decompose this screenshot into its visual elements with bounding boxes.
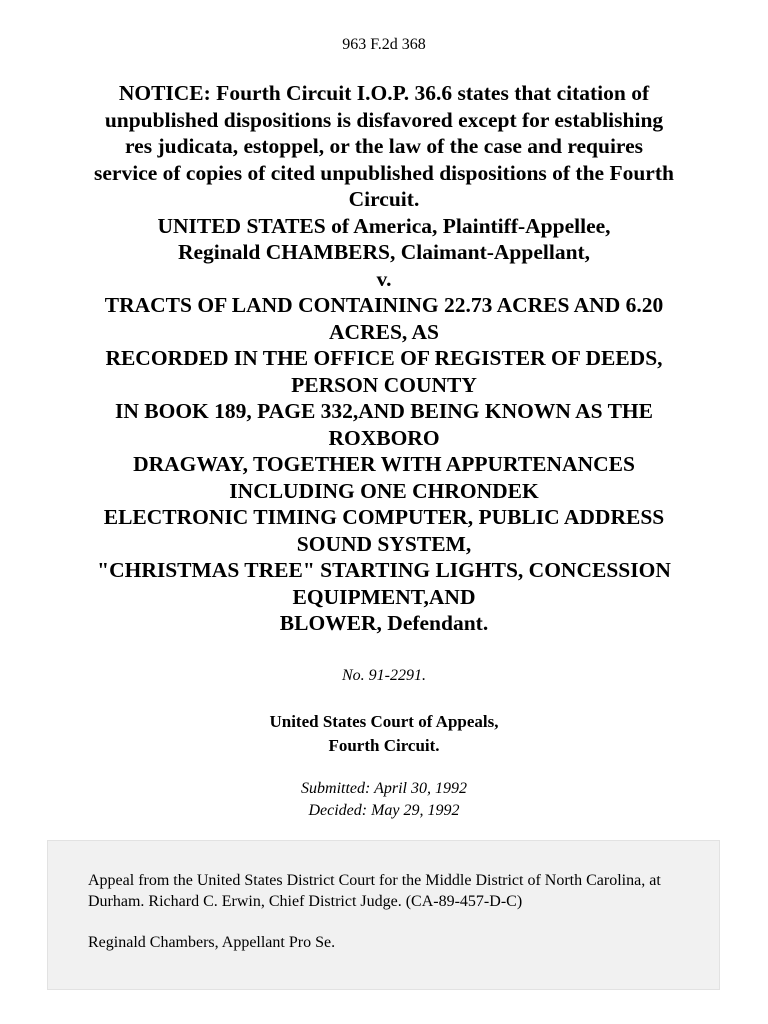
caption-line: UNITED STATES of America, Plaintiff-Appellee, <box>157 213 611 238</box>
counsel-paragraph: Reginald Chambers, Appellant Pro Se. <box>88 934 336 951</box>
caption-line: "CHRISTMAS TREE" STARTING LIGHTS, CONCESSION <box>97 558 671 582</box>
case-summary-box <box>47 840 720 990</box>
court-name-line: United States Court of Appeals, <box>269 712 499 731</box>
caption-line: service of copies of cited unpublished dispositions of the Fourth <box>94 160 674 185</box>
caption-line: ELECTRONIC TIMING COMPUTER, PUBLIC ADDRESS <box>103 505 665 529</box>
caption-line: Reginald CHAMBERS, Claimant-Appellant, <box>177 240 591 264</box>
caption-line: BLOWER, Defendant. <box>279 611 489 635</box>
submitted-date: Submitted: April 30, 1992 <box>301 780 467 797</box>
caption-line: PERSON COUNTY <box>291 372 477 397</box>
case-dates <box>0 778 768 822</box>
court-circuit-line: Fourth Circuit. <box>328 736 440 755</box>
case-citation: 963 F.2d 368 <box>342 36 426 53</box>
decided-date: Decided: May 29, 1992 <box>308 802 460 819</box>
court-name <box>0 710 768 758</box>
caption-line: res judicata, estoppel, or the law of the case and requires <box>125 134 643 158</box>
caption-line: ROXBORO <box>328 425 440 450</box>
caption-line: TRACTS OF LAND CONTAINING 22.73 ACRES AND 6.20 <box>104 293 664 317</box>
caption-line: EQUIPMENT,AND <box>292 584 476 609</box>
appeal-paragraph: Appeal from the United States District Court for the Middle District of North Carolina, at Durham. Richard C. Erwin, Chief District Judge. (CA-89-457-D-C) <box>88 872 661 910</box>
caption-line: INCLUDING ONE CHRONDEK <box>229 478 539 503</box>
caption-line: SOUND SYSTEM, <box>296 531 472 556</box>
case-summary-text <box>88 870 678 973</box>
caption-line: v. <box>376 266 392 291</box>
caption-line: NOTICE: Fourth Circuit I.O.P. 36.6 states that citation of <box>118 81 650 105</box>
docket-number: No. 91-2291. <box>342 667 426 684</box>
caption-line: RECORDED IN THE OFFICE OF REGISTER OF DEEDS, <box>105 346 663 370</box>
caption-line: Circuit. <box>348 187 420 211</box>
caption-line: ACRES, AS <box>329 319 439 344</box>
caption-line: unpublished dispositions is disfavored except for establishing <box>104 107 664 132</box>
caption-line: IN BOOK 189, PAGE 332,AND BEING KNOWN AS THE <box>115 399 653 423</box>
case-caption <box>40 80 728 637</box>
caption-line: DRAGWAY, TOGETHER WITH APPURTENANCES <box>133 452 635 476</box>
